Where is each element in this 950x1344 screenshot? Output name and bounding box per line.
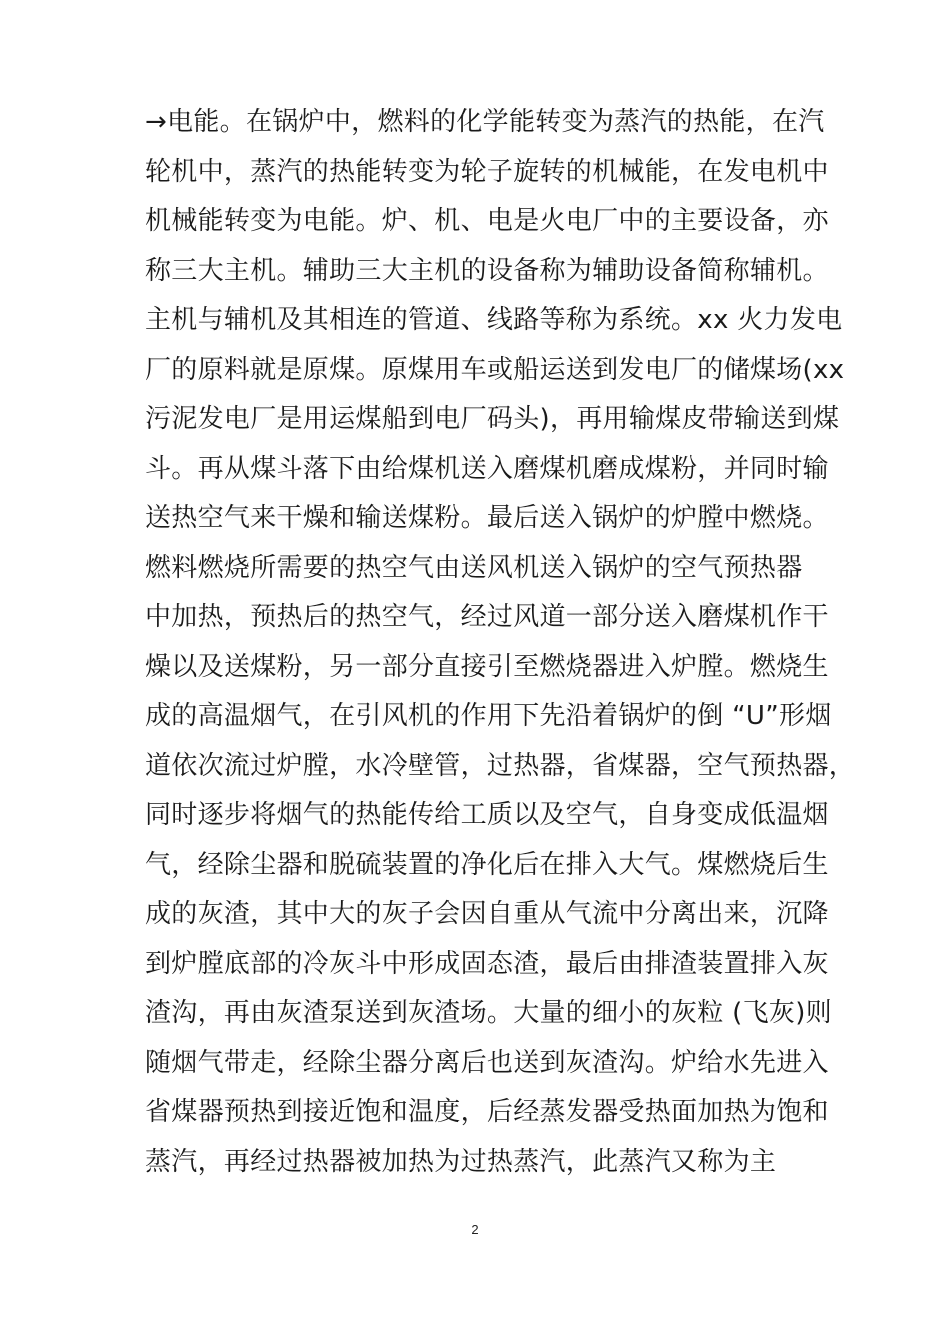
text-line: →电能。在锅炉中，燃料的化学能转变为蒸汽的热能，在汽 — [145, 107, 825, 137]
text-line: 污泥发电厂是用运煤船到电厂码头)，再用输煤皮带输送到煤 — [145, 404, 840, 434]
text-line: 送热空气来干燥和输送煤粉。最后送入锅炉的炉膛中燃烧。 — [145, 503, 829, 533]
page-number: 2 — [471, 1222, 479, 1237]
text-line: 厂的原料就是原煤。原煤用车或船运送到发电厂的储煤场(xx — [145, 354, 845, 385]
text-line: 中加热，预热后的热空气，经过风道一部分送入磨煤机作干 — [145, 602, 829, 632]
text-line: 燥以及送煤粉，另一部分直接引至燃烧器进入炉膛。燃烧生 — [145, 651, 829, 682]
text-line: 渣沟，再由灰渣泵送到灰渣场。大量的细小的灰粒 (飞灰)则 — [145, 998, 832, 1028]
text-line: 同时逐步将烟气的热能传给工质以及空气，自身变成低温烟 — [145, 800, 829, 830]
text-line: 燃料燃烧所需要的热空气由送风机送入锅炉的空气预热器 — [145, 552, 803, 583]
body-text — [145, 98, 856, 1187]
text-line: 到炉膛底部的冷灰斗中形成固态渣，最后由排渣装置排入灰 — [145, 948, 829, 979]
text-line: 气，经除尘器和脱硫装置的净化后在排入大气。煤燃烧后生 — [145, 849, 829, 880]
text-line: 省煤器预热到接近饱和温度，后经蒸发器受热面加热为饱和 — [145, 1097, 829, 1127]
text-line: 斗。再从煤斗落下由给煤机送入磨煤机磨成煤粉，并同时输 — [145, 453, 829, 484]
text-line: 成的灰渣，其中大的灰子会因自重从气流中分离出来，沉降 — [145, 899, 829, 929]
text-line: 称三大主机。辅助三大主机的设备称为辅助设备简称辅机。 — [145, 255, 829, 286]
text-line: 蒸汽，再经过热器被加热为过热蒸汽，此蒸汽又称为主 — [145, 1146, 777, 1177]
text-line: 轮机中，蒸汽的热能转变为轮子旋转的机械能，在发电机中 — [145, 156, 829, 187]
text-line: 成的高温烟气，在引风机的作用下先沿着锅炉的倒 “U”形烟 — [145, 701, 832, 731]
text-line: 随烟气带走，经除尘器分离后也送到灰渣沟。炉给水先进入 — [145, 1047, 829, 1078]
text-line: 机械能转变为电能。炉、机、电是火电厂中的主要设备，亦 — [145, 206, 829, 236]
text-line: 主机与辅机及其相连的管道、线路等称为系统。xx 火力发电 — [145, 305, 843, 335]
text-line: 道依次流过炉膛，水冷壁管，过热器，省煤器，空气预热器， — [145, 750, 856, 781]
